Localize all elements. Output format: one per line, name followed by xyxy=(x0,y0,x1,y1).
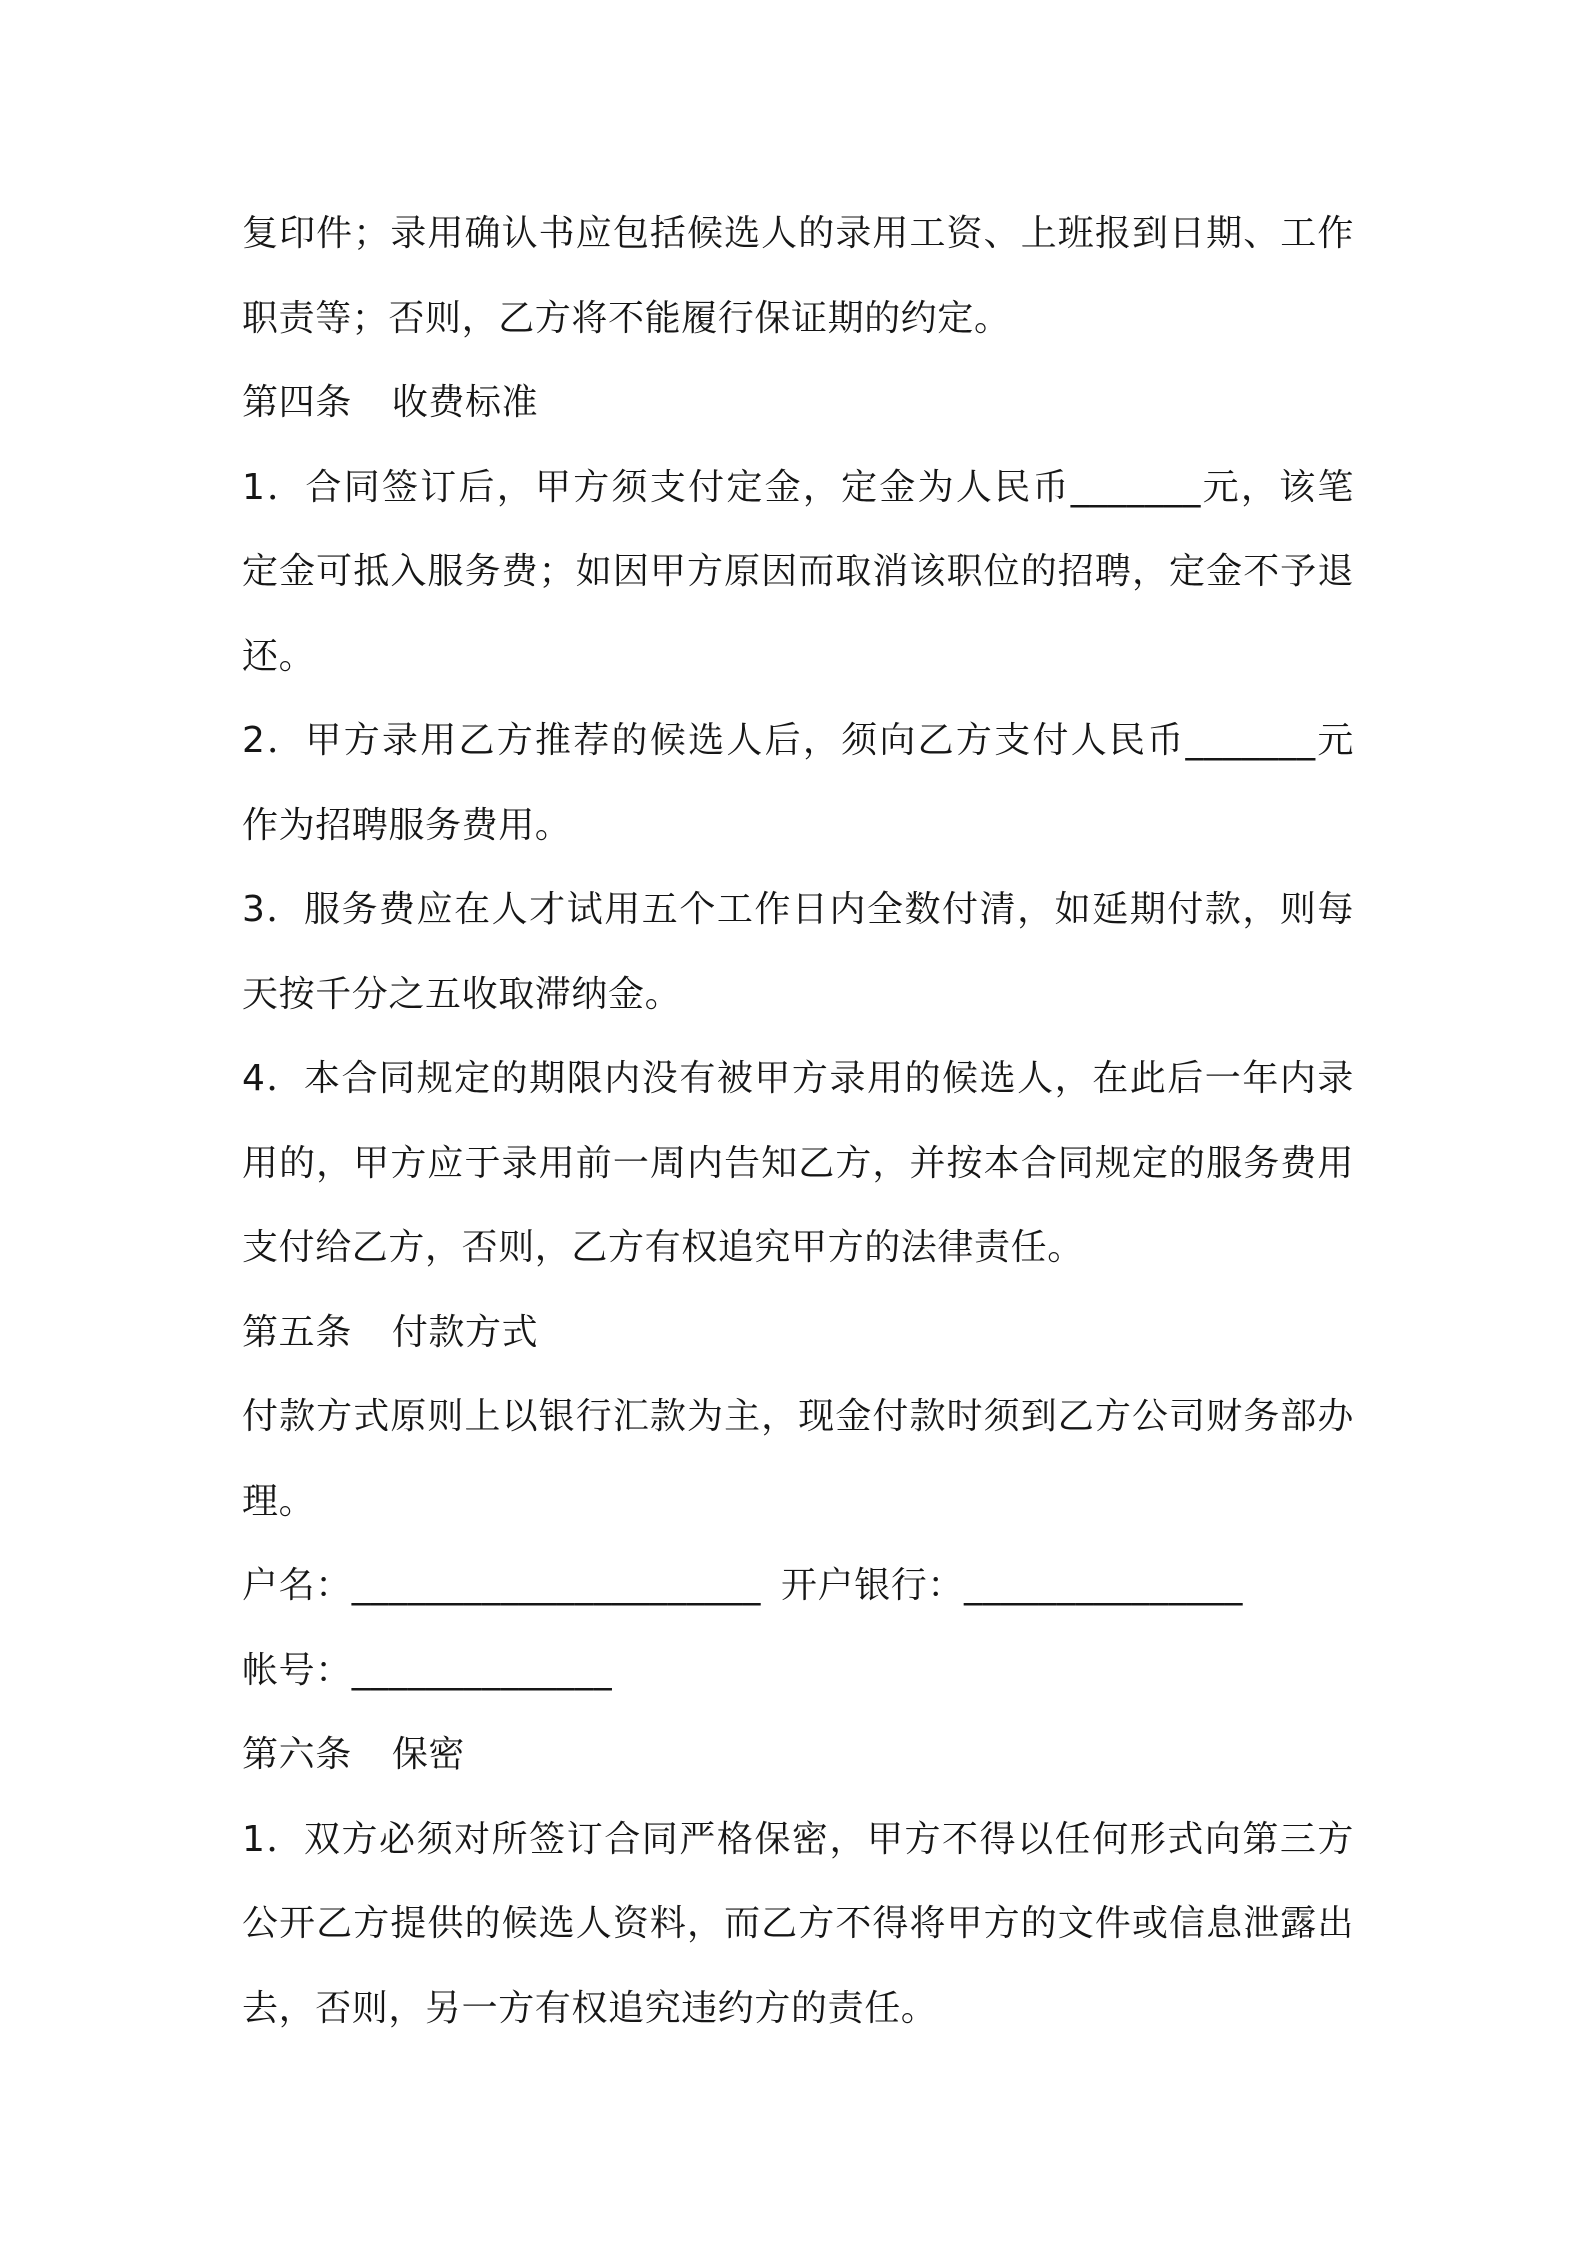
article-title: 收费标准 xyxy=(391,382,539,423)
clause-line: 2．甲方录用乙方推荐的候选人后，须向乙方支付人民币_______元 xyxy=(242,720,1354,761)
clause-line: 1．合同签订后，甲方须支付定金，定金为人民币_______元，该笔 xyxy=(242,466,1354,508)
paragraph-line: 职责等；否则，乙方将不能履行保证期的约定。 xyxy=(242,297,1011,339)
clause-line: 定金可抵入服务费；如因甲方原因而取消该职位的招聘，定金不予退 xyxy=(242,551,1354,592)
paragraph-line: 复印件；录用确认书应包括候选人的录用工资、上班报到日期、工作 xyxy=(242,213,1354,254)
clause-line: 1．双方必须对所签订合同严格保密，甲方不得以任何形式向第三方 xyxy=(242,1818,1354,1860)
account-name-field: 户名：______________________ xyxy=(242,1565,761,1606)
article-number: 第四条 xyxy=(242,382,352,423)
clause-line: 理。 xyxy=(242,1480,316,1522)
clause-line: 3．服务费应在人才试用五个工作日内全数付清，如延期付款，则每 xyxy=(242,889,1354,930)
clause-line: 去，否则，另一方有权追究违约方的责任。 xyxy=(242,1987,938,2029)
article-4-heading xyxy=(242,361,1354,446)
clause-line: 付款方式原则上以银行汇款为主，现金付款时须到乙方公司财务部办 xyxy=(242,1396,1354,1437)
clause-line: 作为招聘服务费用。 xyxy=(242,804,572,846)
clause-line: 还。 xyxy=(242,635,316,677)
document-body xyxy=(242,192,1354,2051)
article-number: 第六条 xyxy=(242,1734,352,1775)
bank-details-row xyxy=(242,1544,1354,1629)
article-number: 第五条 xyxy=(242,1311,352,1353)
clause-line: 用的，甲方应于录用前一周内告知乙方，并按本合同规定的服务费用 xyxy=(242,1142,1354,1184)
article-title: 付款方式 xyxy=(391,1311,539,1353)
clause-line: 4．本合同规定的期限内没有被甲方录用的候选人，在此后一年内录 xyxy=(242,1058,1354,1099)
clause-line: 公开乙方提供的候选人资料，而乙方不得将甲方的文件或信息泄露出 xyxy=(242,1903,1354,1944)
article-5-heading xyxy=(242,1291,1354,1376)
clause-line: 支付给乙方，否则，乙方有权追究甲方的法律责任。 xyxy=(242,1227,1084,1268)
account-number-field: 帐号：______________ xyxy=(242,1649,613,1691)
clause-line: 天按千分之五收取滞纳金。 xyxy=(242,973,682,1015)
bank-field: 开户银行：_______________ xyxy=(781,1565,1243,1606)
article-title: 保密 xyxy=(391,1734,466,1775)
article-6-heading xyxy=(242,1713,1354,1798)
